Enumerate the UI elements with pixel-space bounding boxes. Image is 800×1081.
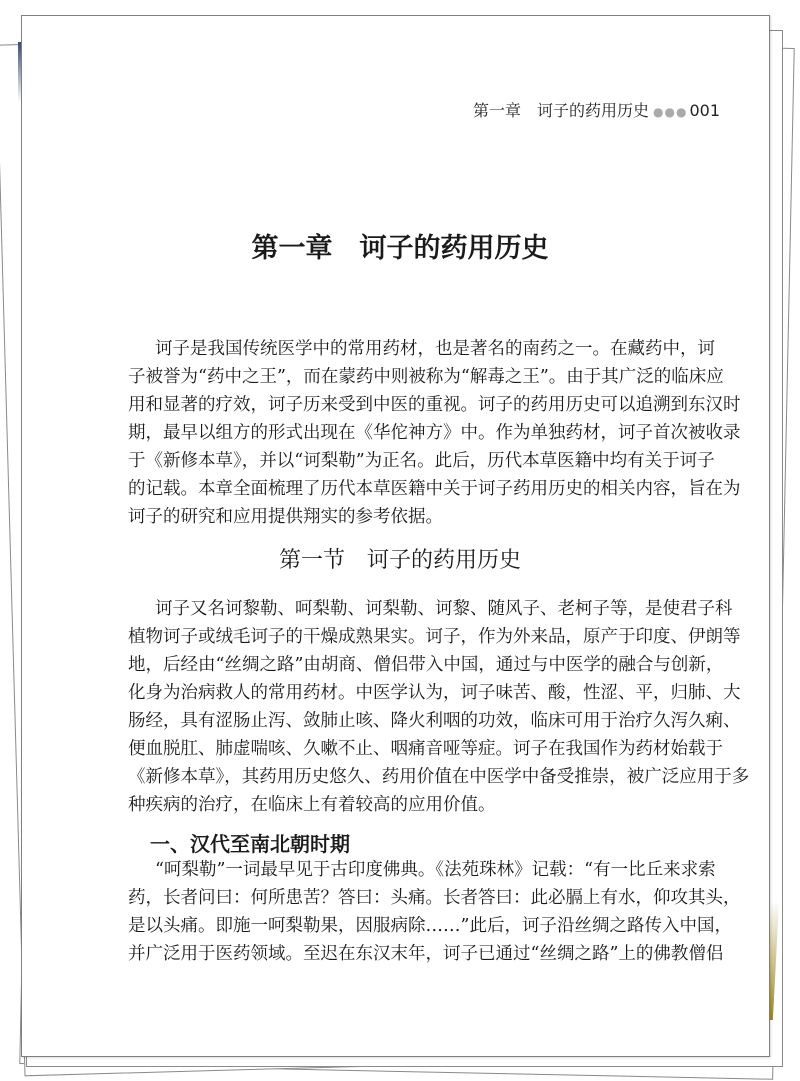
text-line: 药，长者问曰：何所患苦？答曰：头痛。长者答曰：此必膈上有水，仰攻其头， — [128, 888, 741, 908]
text-line: 植物诃子或绒毛诃子的干燥成熟果实。诃子，作为外来品，原产于印度、伊朗等 — [128, 627, 741, 647]
text-line: 并广泛用于医药领域。至迟在东汉末年，诃子已通过“丝绸之路”上的佛教僧侣 — [128, 944, 724, 964]
section-title: 第一节 诃子的药用历史 — [278, 548, 521, 573]
header-dots: ●●● — [653, 105, 688, 119]
text-line: 子被誉为“药中之王”，而在蒙药中则被称为“解毒之王”。由于其广泛的临床应 — [128, 367, 724, 387]
paragraph — [128, 856, 741, 968]
header-chapter: 第一章 — [472, 101, 521, 120]
header-title: 诃子的药用历史 — [537, 101, 650, 120]
text-line: 诃子又名诃黎勒、呵梨勒、诃梨勒、诃黎、随风子、老柯子等，是使君子科 — [155, 599, 733, 619]
page-number: 001 — [689, 101, 720, 120]
chapter-title: 第一章 诃子的药用历史 — [251, 233, 549, 264]
text-line: 种疾病的治疗，在临床上有着较高的应用价值。 — [128, 795, 496, 815]
text-line: 化身为治病救人的常用药材。中医学认为，诃子味苦、酸，性涩、平，归肺、大 — [128, 683, 741, 703]
text-line: “呵梨勒”一词最早见于古印度佛典。《法苑珠林》记载：“有一比丘来求索 — [155, 860, 716, 880]
text-line: 期，最早以组方的形式出现在《华佗神方》中。作为单独药材，诃子首次被收录 — [128, 423, 741, 443]
text-line: 地，后经由“丝绸之路”由胡商、僧侣带入中国，通过与中医学的融合与创新， — [128, 655, 724, 675]
text-line: 的记载。本章全面梳理了历代本草医籍中关于诃子药用历史的相关内容，旨在为 — [128, 479, 741, 499]
text-line: 诃子是我国传统医学中的常用药材，也是著名的南药之一。在藏药中，诃 — [155, 339, 715, 359]
paragraph — [128, 595, 750, 819]
text-line: 《新修本草》，其药用历史悠久、药用价值在中医学中备受推崇，被广泛应用于多 — [128, 767, 750, 787]
text-line: 于《新修本草》，并以“诃梨勒”为正名。此后，历代本草医籍中均有关于诃子 — [128, 451, 715, 471]
subsection-title: 一、汉代至南北朝时期 — [150, 832, 350, 856]
paragraph — [128, 335, 741, 531]
text-line: 诃子的研究和应用提供翔实的参考依据。 — [128, 507, 443, 527]
text-line: 肠经，具有涩肠止泻、敛肺止咳、降火利咽的功效，临床可用于治疗久泻久痢、 — [128, 711, 741, 731]
text-line: 是以头痛。即施一呵梨勒果，因服病除……”此后，诃子沿丝绸之路传入中国， — [128, 916, 732, 936]
text-line: 便血脱肛、肺虚喘咳、久嗽不止、咽痛音哑等症。诃子在我国作为药材始载于 — [128, 739, 723, 759]
running-header — [473, 98, 720, 121]
text-line: 用和显著的疗效，诃子历来受到中医的重视。诃子的药用历史可以追溯到东汉时 — [128, 395, 741, 415]
